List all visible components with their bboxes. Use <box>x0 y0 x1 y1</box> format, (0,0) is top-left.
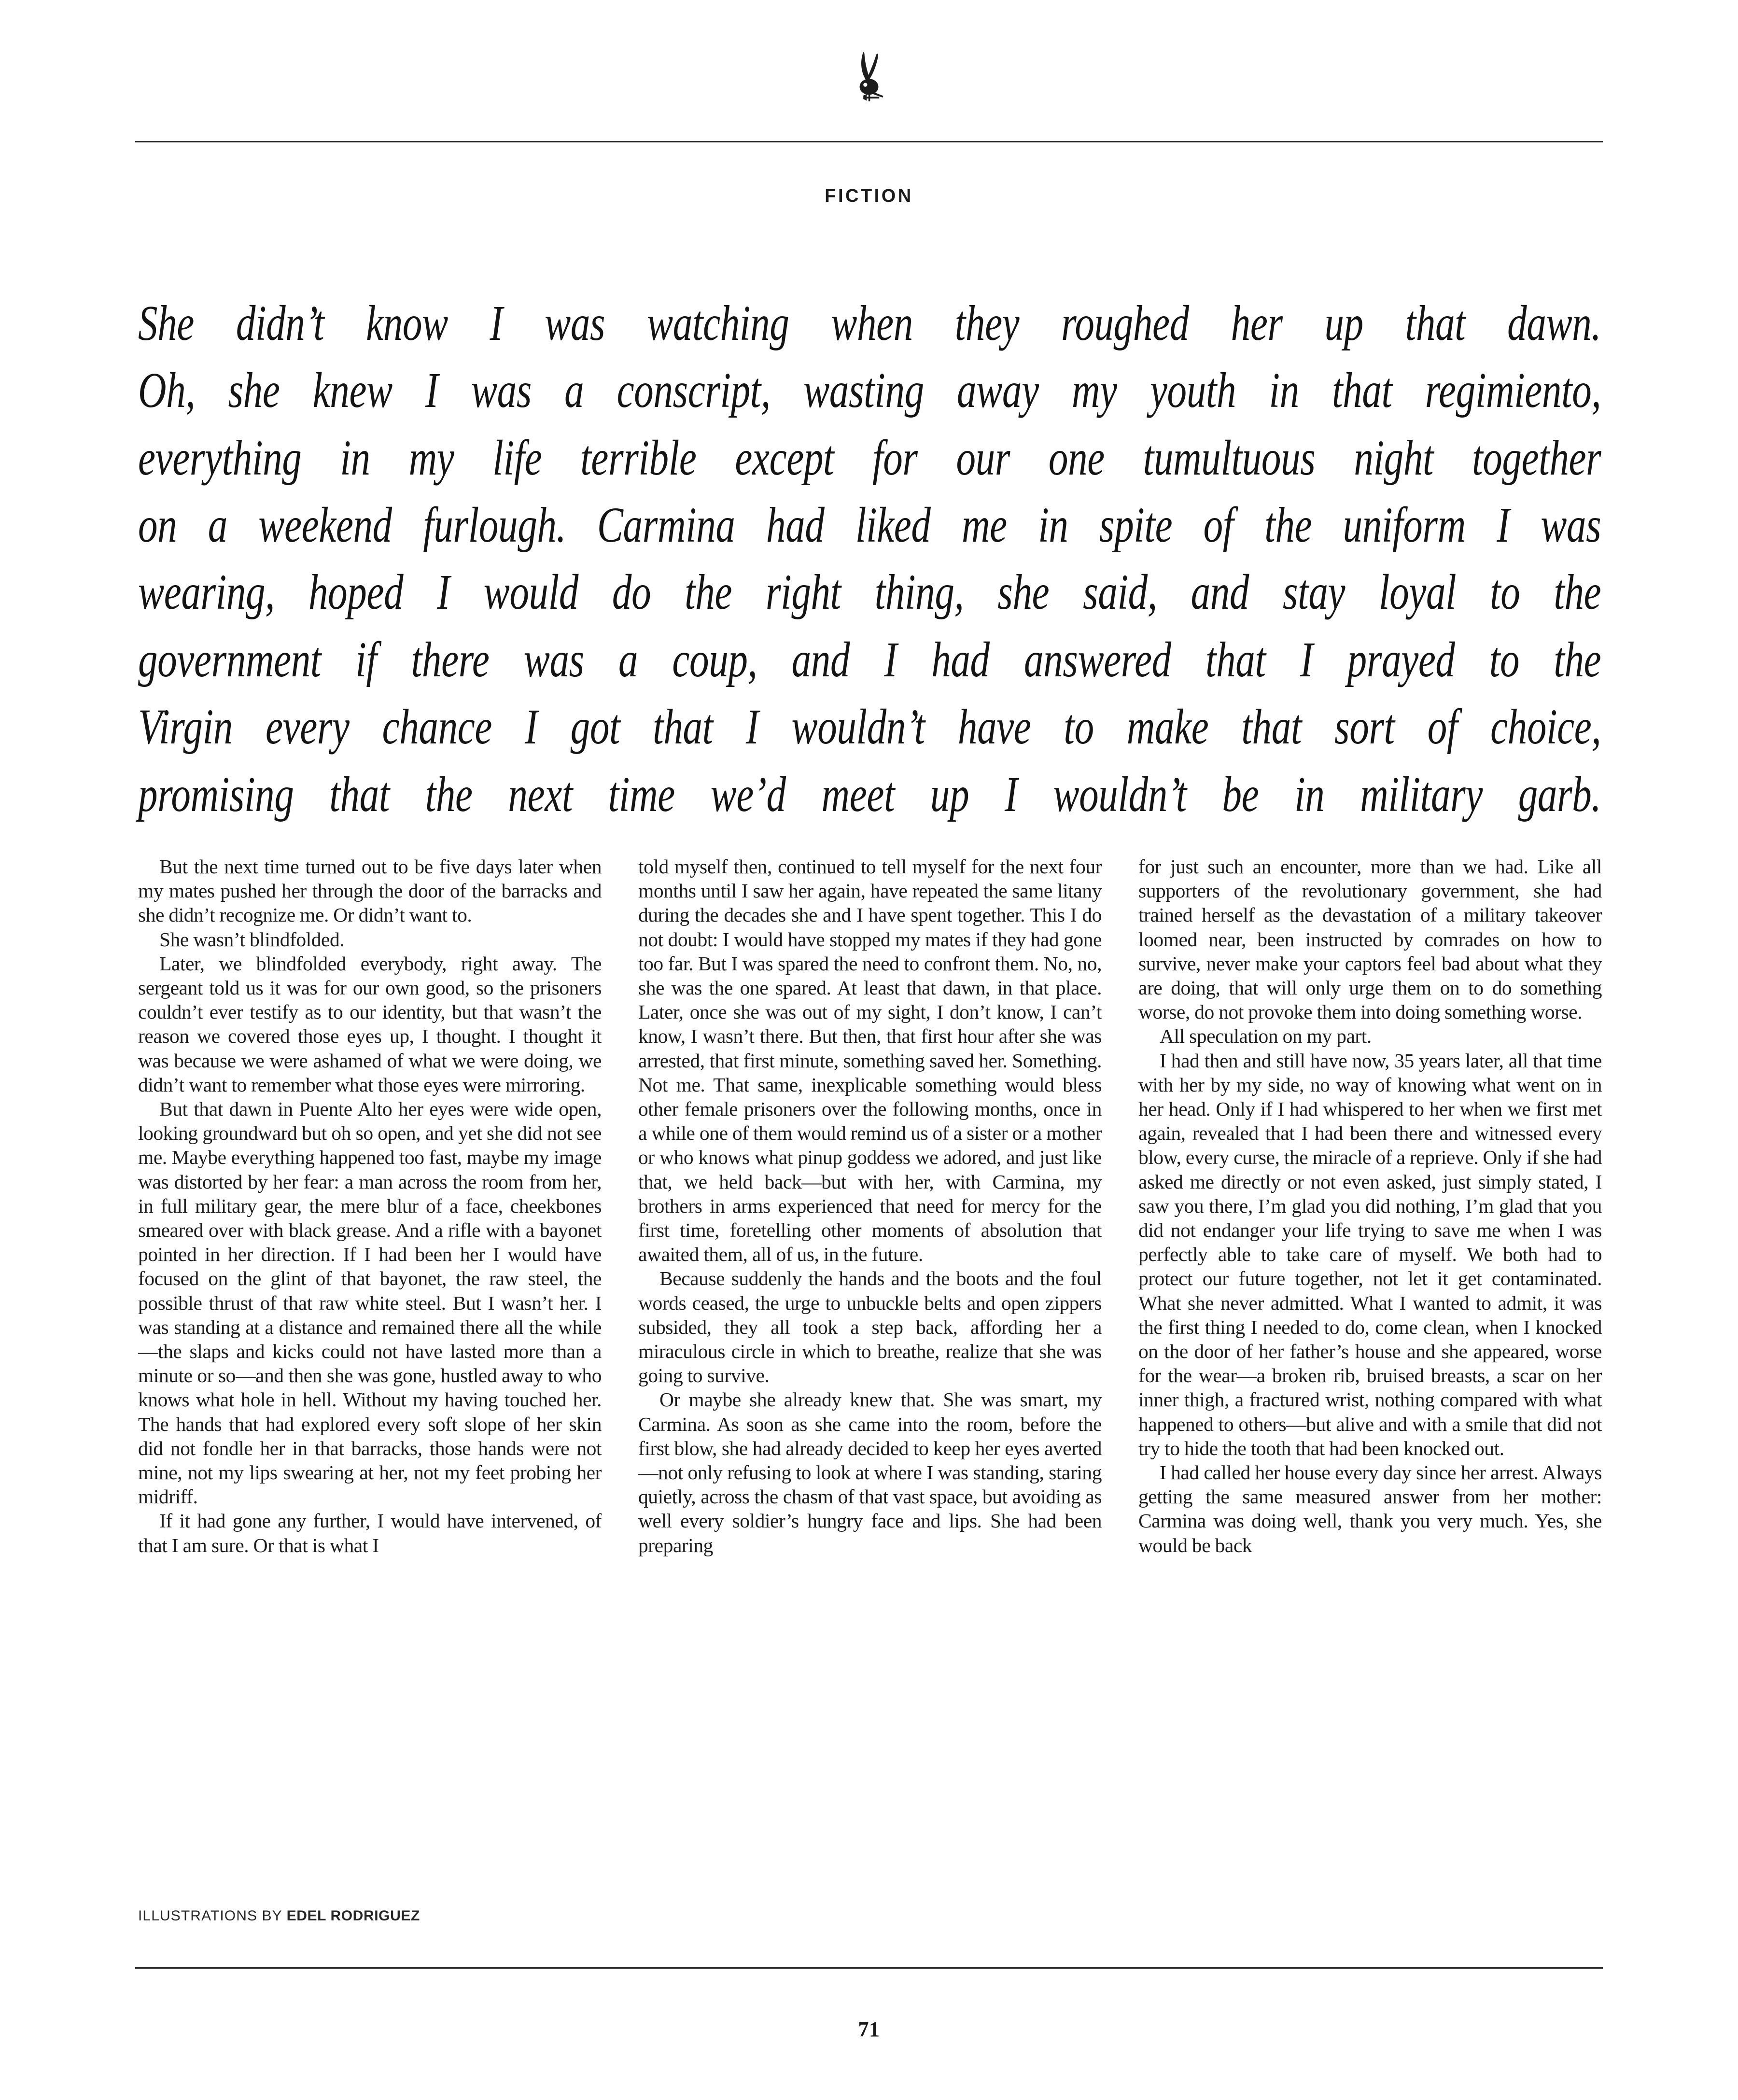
illustration-credit <box>138 1908 420 1924</box>
body-paragraph: I had then and still have now, 35 years later, all that time with her by my side, no way of knowing what went on in her head. Only if I had whispered to her when we first met again, revealed that I had been there and witnessed every blow, every curse, the miracle of a reprieve. Only if she had asked me directly or not even asked, just simply stated, I saw you there, I’m glad you did nothing, I’m glad that you did not endanger your life trying to save me when I was perfectly able to take care of myself. We both had to protect our future together, not let it get contaminated. What she never admitted. What I wanted to admit, it was the first thing I needed to do, come clean, when I knocked on the door of her father’s house and she appeared, worse for the wear—a broken rib, bruised breasts, a scar on her inner thigh, a fractured wrist, nothing compared with what happened to others—but alive and with a smile that did not try to hide the tooth that had been knocked out. <box>1138 1049 1602 1459</box>
header-divider <box>135 141 1603 142</box>
body-paragraph: Because suddenly the hands and the boots and the foul words ceased, the urge to unbuckle belts and open zippers subsided, they all took a step back, affording her a miraculous circle in which to breathe, realize that she was going to survive. <box>638 1267 1102 1387</box>
body-paragraph: But that dawn in Puente Alto her eyes were wide open, looking groundward but oh so open, and yet she did not see me. Maybe everything happened too fast, maybe my image was distorted by her fear: a man across the room from her, in full military gear, the mere blur of a face, cheekbones smeared over with black grease. And a rifle with a bayonet pointed in her direction. If I had been her I would have focused on the glint of that bayonet, the raw steel, the possible thrust of that raw white steel. But I wasn’t her. I was standing at a distance and remained there all the while—the slaps and kicks could not have lasted more than a minute or so—and then she was gone, hustled away to who knows what hole in hell. Without my having touched her. The hands that had explored every soft slope of her skin did not fondle her in that barracks, those hands were not mine, not my lips swearing at her, not my feet probing her midriff. <box>138 1098 602 1508</box>
masthead-logo <box>0 39 1738 121</box>
body-paragraph: If it had gone any further, I would have intervened, of that I am sure. Or that is what I <box>138 1510 602 1556</box>
credit-artist-name: EDEL RODRIGUEZ <box>286 1908 420 1924</box>
body-paragraph: Or maybe she already knew that. She was smart, my Carmina. As soon as she came into the room, before the first blow, she had already decided to keep her eyes averted—not only refusing to look at where I was standing, staring quietly, across the chasm of that vast space, but avoiding as well every soldier’s hungry face and lips. She had been preparing <box>638 1388 1102 1556</box>
body-paragraph: told myself then, continued to tell myself for the next four months until I saw her again, have repeated the same litany during the decades she and I have spent together. This I do not doubt: I would have stopped my mates if they had gone too far. But I was spared the need to confront them. No, no, she was the one spared. At least that dawn, in that place. Later, once she was out of my sight, I don’t know, I can’t know, I wasn’t there. But then, that first hour after she was arrested, that first minute, something saved her. Something. Not me. That same, inexplicable something would bless other female prisoners over the following months, once in a while one of them would remind us of a sister or a mother or who knows what pinup goddess we adored, and just like that, we held back—but with her, with Carmina, my brothers in arms experienced that need for mercy for the first time, foretelling other moments of absolution that awaited them, all of us, in the future. <box>638 855 1102 1266</box>
body-paragraph: I had called her house every day since her arrest. Always getting the same measured answer from her mother: Carmina was doing well, thank you very much. Yes, she would be back <box>1138 1461 1602 1556</box>
body-paragraph: She wasn’t blindfolded. <box>159 928 345 951</box>
deck-line: Virgin every chance I got that I wouldn’t have to make that sort of choice, <box>138 699 1601 755</box>
deck-line: Oh, she knew I was a conscript, wasting away my youth in that regimiento, <box>138 363 1601 419</box>
footer-divider <box>135 1967 1603 1969</box>
body-paragraph: for just such an encounter, more than we had. Like all supporters of the revolutionary government, she had trained herself as the devastation of a military takeover loomed near, been instructed by comrades on how to survive, never make your captors feel bad about what they are doing, that will only urge them on to do something worse, do not provoke them into doing something worse. <box>1138 855 1602 1023</box>
deck-line: She didn’t know I was watching when they roughed her up that dawn. <box>138 295 1601 351</box>
deck-line: on a weekend furlough. Carmina had liked me in spite of the uniform I was <box>138 497 1601 553</box>
page-number: 71 <box>858 2017 880 2041</box>
column-1 <box>138 854 602 1883</box>
deck-line: wearing, hoped I would do the right thing, she said, and stay loyal to the <box>138 564 1601 620</box>
credit-prefix: ILLUSTRATIONS BY <box>138 1908 287 1924</box>
deck-line: government if there was a coup, and I had answered that I prayed to the <box>138 631 1601 687</box>
column-3 <box>1138 854 1602 1883</box>
body-paragraph: All speculation on my part. <box>1160 1025 1372 1048</box>
article-body <box>138 854 1602 1883</box>
article-deck <box>138 290 1601 828</box>
column-2 <box>638 854 1102 1883</box>
body-paragraph: Later, we blindfolded everybody, right away. The sergeant told us it was for our own good, so the prisoners couldn’t ever testify as to our identity, but that wasn’t the reason we covered those eyes up, I thought. I thought it was because we were ashamed of what we were doing, we didn’t want to remember what those eyes were mirroring. <box>138 952 602 1096</box>
section-kicker: FICTION <box>825 186 913 206</box>
deck-line: everything in my life terrible except for our one tumultuous night together <box>138 430 1601 486</box>
playboy-bunny-icon <box>852 51 886 108</box>
deck-line: promising that the next time we’d meet up I wouldn’t be in military garb. <box>138 766 1601 822</box>
body-paragraph: But the next time turned out to be five days later when my mates pushed her through the door of the barracks and she didn’t recognize me. Or didn’t want to. <box>138 855 602 926</box>
